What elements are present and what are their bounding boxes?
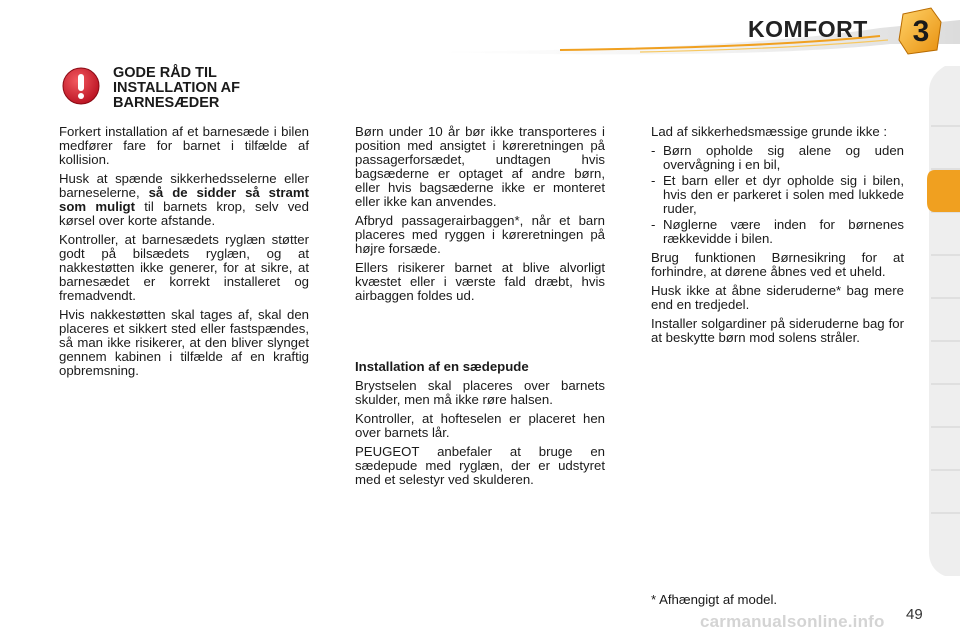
watermark: carmanualsonline.info (700, 612, 885, 631)
paragraph: Brystselen skal placeres over barnets skulder, men må ikke røre halsen. (355, 378, 605, 407)
footnote: * Afhængigt af model. (651, 592, 778, 607)
paragraph: Lad af sikkerhedsmæssige grunde ikke : (651, 124, 888, 139)
column-2 (355, 125, 605, 308)
column-3 (651, 125, 904, 350)
section-title (113, 66, 313, 111)
column-2-booster-section (355, 360, 605, 492)
text-run: Husk at spænde sikkerhedsselerne eller barneselerne, (59, 171, 309, 200)
dash-list (651, 144, 904, 246)
paragraph: PEUGEOT anbefaler at bruge en sædepude med ryglæn, der er udstyret med et selestyr ved skulderen. (355, 444, 605, 487)
page-number: 49 (906, 606, 923, 623)
paragraph: Ellers risikerer barnet at blive alvorligt kvæstet eller i værste fald dræbt, hvis airbaggen foldes ud. (355, 260, 605, 303)
chapter-tab-strip (925, 66, 960, 576)
column-1 (59, 125, 309, 383)
paragraph: Børn under 10 år bør ikke transporteres i position med ansigtet i køreretningen på passagerforsædet, undtagen hvis bagsæderne er optaget af andre børn, eller hvis bagsæderne ikke er monteret eller ikke kan anvendes. (355, 124, 605, 209)
paragraph: Forkert installation af et barnesæde i bilen medfører fare for barnet i tilfælde af kollision. (59, 124, 309, 167)
section-title-line-2: INSTALLATION AF (113, 80, 240, 96)
bold-text-run: så de sidder så stramt som muligt (59, 185, 309, 214)
subheading: Installation af en sædepude (355, 359, 529, 374)
section-title-line-3: BARNESÆDER (113, 95, 220, 111)
paragraph: Kontroller, at barnesædets ryglæn støtter godt på bilsædets ryglæn, og at nakkestøtten ikke generer, for at sikre, at barnesædet er korrekt installeret og fremadvendt. (59, 232, 309, 303)
list-item: - Nøglerne være inden for børnenes rækkevidde i bilen. (651, 218, 904, 246)
chapter-title: KOMFORT (748, 16, 868, 42)
chapter-number: 3 (912, 15, 930, 48)
text-run: til barnets krop, selv ved kørsel over korte afstande. (59, 199, 309, 228)
paragraph: Installer solgardiner på sideruderne bag for at beskytte børn mod solens stråler. (651, 316, 904, 345)
list-item: - Børn opholde sig alene og uden overvågning i en bil, (651, 144, 904, 172)
paragraph: Brug funktionen Børnesikring for at forhindre, at dørene åbnes ved et uheld. (651, 250, 904, 279)
paragraph: Husk ikke at åbne sideruderne* bag mere end en tredjedel. (651, 283, 904, 312)
list-item: - Et barn eller et dyr opholde sig i bilen, hvis den er parkeret i solen med lukkede ruder, (651, 174, 904, 216)
paragraph: Kontroller, at hofteselen er placeret hen over barnets lår. (355, 411, 605, 440)
paragraph: Hvis nakkestøtten skal tages af, skal den placeres et sikkert sted eller fastspændes, så man ikke risikerer, at den bliver slynget gennem kabinen i tilfælde af en kraftig opbremsning. (59, 307, 309, 378)
paragraph: Afbryd passagerairbaggen*, når et barn placeres med ryggen i køreretningen på højre forsæde. (355, 213, 605, 256)
paragraph-seatbelt (59, 172, 309, 228)
section-title-line-1: GODE RÅD TIL (113, 65, 217, 81)
exclamation-warning-icon (62, 67, 100, 105)
